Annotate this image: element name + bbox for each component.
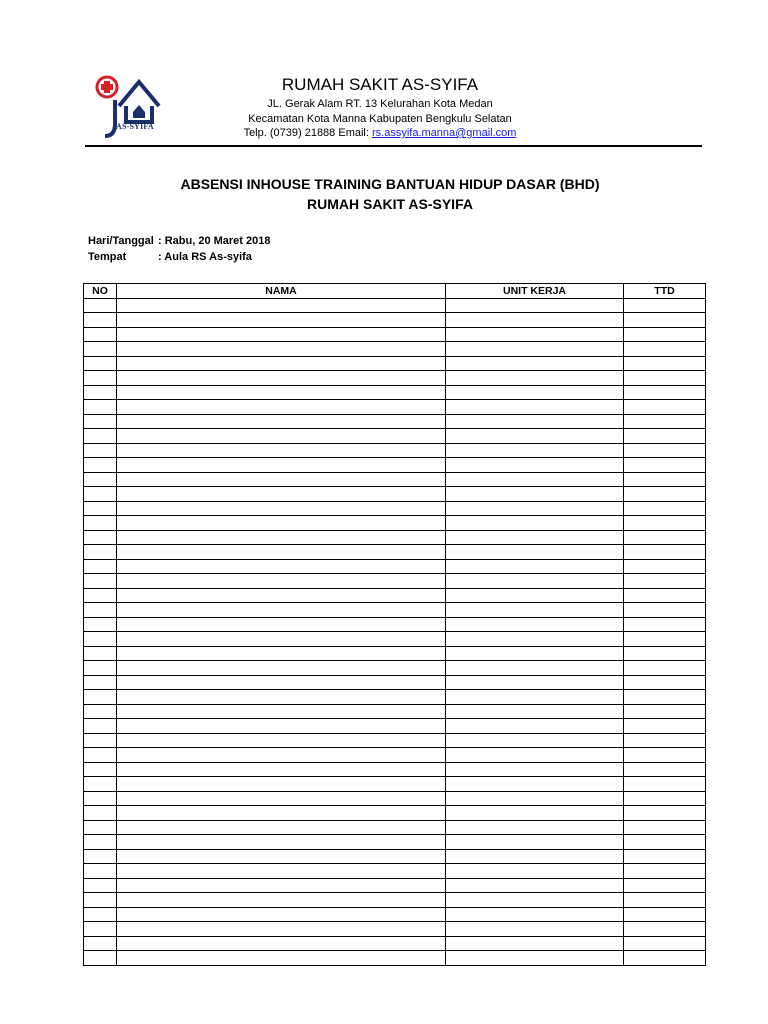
no-cell[interactable] [84, 342, 117, 357]
nama-cell[interactable] [117, 704, 446, 719]
no-cell[interactable] [84, 429, 117, 444]
contact-line [220, 127, 540, 139]
ttd-cell[interactable] [624, 632, 706, 647]
table-row [84, 617, 706, 632]
no-cell[interactable] [84, 400, 117, 415]
date-value: : Rabu, 20 Maret 2018 [158, 235, 271, 247]
nama-cell[interactable] [117, 936, 446, 951]
unit-kerja-cell[interactable] [446, 313, 624, 328]
table-row [84, 907, 706, 922]
unit-kerja-cell[interactable] [446, 704, 624, 719]
ttd-cell[interactable] [624, 327, 706, 342]
table-body [84, 298, 706, 965]
no-cell[interactable] [84, 617, 117, 632]
no-cell[interactable] [84, 443, 117, 458]
nama-cell[interactable] [117, 400, 446, 415]
table-row [84, 313, 706, 328]
date-label: Hari/Tanggal [88, 235, 154, 247]
nama-cell[interactable] [117, 545, 446, 560]
nama-cell[interactable] [117, 530, 446, 545]
table-row [84, 762, 706, 777]
unit-kerja-cell[interactable] [446, 951, 624, 966]
no-cell[interactable] [84, 356, 117, 371]
unit-kerja-cell[interactable] [446, 733, 624, 748]
table-row [84, 574, 706, 589]
no-cell[interactable] [84, 632, 117, 647]
nama-cell[interactable] [117, 588, 446, 603]
nama-cell[interactable] [117, 501, 446, 516]
email-link[interactable]: rs.assyifa.manna@gmail.com [371, 127, 517, 139]
nama-cell[interactable] [117, 922, 446, 937]
no-cell[interactable] [84, 951, 117, 966]
no-cell[interactable] [84, 835, 117, 850]
no-cell[interactable] [84, 385, 117, 400]
nama-cell[interactable] [117, 487, 446, 502]
no-cell[interactable] [84, 791, 117, 806]
ttd-cell[interactable] [624, 922, 706, 937]
table-row [84, 951, 706, 966]
nama-cell[interactable] [117, 820, 446, 835]
table-row [84, 414, 706, 429]
table-row [84, 356, 706, 371]
unit-kerja-cell[interactable] [446, 864, 624, 879]
no-cell[interactable] [84, 762, 117, 777]
table-row [84, 545, 706, 560]
nama-cell[interactable] [117, 907, 446, 922]
col-ttd: TTD [624, 284, 706, 299]
table-row [84, 733, 706, 748]
table-header-row [84, 284, 706, 299]
nama-cell[interactable] [117, 603, 446, 618]
unit-kerja-cell[interactable] [446, 356, 624, 371]
meta-date [88, 235, 271, 247]
table-row [84, 791, 706, 806]
table-row [84, 327, 706, 342]
unit-kerja-cell[interactable] [446, 588, 624, 603]
ttd-cell[interactable] [624, 298, 706, 313]
unit-kerja-cell[interactable] [446, 530, 624, 545]
unit-kerja-cell[interactable] [446, 661, 624, 676]
ttd-cell[interactable] [624, 617, 706, 632]
ttd-cell[interactable] [624, 733, 706, 748]
table-row [84, 371, 706, 386]
table-row [84, 704, 706, 719]
no-cell[interactable] [84, 559, 117, 574]
ttd-cell[interactable] [624, 487, 706, 502]
ttd-cell[interactable] [624, 443, 706, 458]
ttd-cell[interactable] [624, 646, 706, 661]
ttd-cell[interactable] [624, 603, 706, 618]
nama-cell[interactable] [117, 429, 446, 444]
ttd-cell[interactable] [624, 762, 706, 777]
no-cell[interactable] [84, 936, 117, 951]
ttd-cell[interactable] [624, 313, 706, 328]
ttd-cell[interactable] [624, 574, 706, 589]
ttd-cell[interactable] [624, 342, 706, 357]
nama-cell[interactable] [117, 733, 446, 748]
no-cell[interactable] [84, 922, 117, 937]
table-row [84, 443, 706, 458]
ttd-cell[interactable] [624, 791, 706, 806]
no-cell[interactable] [84, 675, 117, 690]
no-cell[interactable] [84, 864, 117, 879]
nama-cell[interactable] [117, 835, 446, 850]
nama-cell[interactable] [117, 617, 446, 632]
table-row [84, 806, 706, 821]
unit-kerja-cell[interactable] [446, 371, 624, 386]
phone-text: Telp. (0739) 21888 Email: [243, 127, 372, 139]
unit-kerja-cell[interactable] [446, 675, 624, 690]
no-cell[interactable] [84, 458, 117, 473]
unit-kerja-cell[interactable] [446, 719, 624, 734]
no-cell[interactable] [84, 501, 117, 516]
table-row [84, 878, 706, 893]
ttd-cell[interactable] [624, 516, 706, 531]
table-row [84, 719, 706, 734]
no-cell[interactable] [84, 646, 117, 661]
no-cell[interactable] [84, 313, 117, 328]
ttd-cell[interactable] [624, 864, 706, 879]
nama-cell[interactable] [117, 719, 446, 734]
ttd-cell[interactable] [624, 675, 706, 690]
unit-kerja-cell[interactable] [446, 791, 624, 806]
ttd-cell[interactable] [624, 414, 706, 429]
unit-kerja-cell[interactable] [446, 429, 624, 444]
table-row [84, 849, 706, 864]
table-row [84, 588, 706, 603]
ttd-cell[interactable] [624, 849, 706, 864]
table-row [84, 458, 706, 473]
col-unit-kerja: UNIT KERJA [446, 284, 624, 299]
ttd-cell[interactable] [624, 690, 706, 705]
table-row [84, 472, 706, 487]
table-row [84, 835, 706, 850]
nama-cell[interactable] [117, 342, 446, 357]
unit-kerja-cell[interactable] [446, 849, 624, 864]
hospital-name: RUMAH SAKIT AS-SYIFA [281, 75, 479, 94]
table-row [84, 893, 706, 908]
nama-cell[interactable] [117, 327, 446, 342]
no-cell[interactable] [84, 298, 117, 313]
nama-cell[interactable] [117, 298, 446, 313]
unit-kerja-cell[interactable] [446, 690, 624, 705]
table-row [84, 936, 706, 951]
address-line-1: JL. Gerak Alam RT. 13 Kelurahan Kota Medan [267, 98, 493, 110]
ttd-cell[interactable] [624, 907, 706, 922]
logo-text: AS-SYIFA [116, 122, 154, 131]
ttd-cell[interactable] [624, 385, 706, 400]
nama-cell[interactable] [117, 414, 446, 429]
unit-kerja-cell[interactable] [446, 835, 624, 850]
ttd-cell[interactable] [624, 545, 706, 560]
unit-kerja-cell[interactable] [446, 487, 624, 502]
table-row [84, 661, 706, 676]
nama-cell[interactable] [117, 574, 446, 589]
unit-kerja-cell[interactable] [446, 922, 624, 937]
document-subtitle: RUMAH SAKIT AS-SYIFA [307, 196, 473, 212]
ttd-cell[interactable] [624, 588, 706, 603]
unit-kerja-cell[interactable] [446, 298, 624, 313]
unit-kerja-cell[interactable] [446, 545, 624, 560]
unit-kerja-cell[interactable] [446, 516, 624, 531]
table-row [84, 820, 706, 835]
table-row [84, 530, 706, 545]
table-row [84, 516, 706, 531]
address-line-2: Kecamatan Kota Manna Kabupaten Bengkulu Selatan [248, 113, 512, 125]
ttd-cell[interactable] [624, 704, 706, 719]
col-nama: NAMA [117, 284, 446, 299]
table-row [84, 400, 706, 415]
no-cell[interactable] [84, 487, 117, 502]
table-row [84, 429, 706, 444]
unit-kerja-cell[interactable] [446, 878, 624, 893]
no-cell[interactable] [84, 893, 117, 908]
table-row [84, 864, 706, 879]
no-cell[interactable] [84, 690, 117, 705]
unit-kerja-cell[interactable] [446, 458, 624, 473]
ttd-cell[interactable] [624, 820, 706, 835]
nama-cell[interactable] [117, 893, 446, 908]
no-cell[interactable] [84, 907, 117, 922]
unit-kerja-cell[interactable] [446, 501, 624, 516]
ttd-cell[interactable] [624, 835, 706, 850]
unit-kerja-cell[interactable] [446, 617, 624, 632]
table-row [84, 675, 706, 690]
no-cell[interactable] [84, 516, 117, 531]
ttd-cell[interactable] [624, 429, 706, 444]
nama-cell[interactable] [117, 458, 446, 473]
table-row [84, 501, 706, 516]
ttd-cell[interactable] [624, 458, 706, 473]
ttd-cell[interactable] [624, 472, 706, 487]
ttd-cell[interactable] [624, 371, 706, 386]
no-cell[interactable] [84, 849, 117, 864]
no-cell[interactable] [84, 777, 117, 792]
unit-kerja-cell[interactable] [446, 327, 624, 342]
table-row [84, 632, 706, 647]
unit-kerja-cell[interactable] [446, 603, 624, 618]
ttd-cell[interactable] [624, 936, 706, 951]
unit-kerja-cell[interactable] [446, 414, 624, 429]
nama-cell[interactable] [117, 791, 446, 806]
table-row [84, 748, 706, 763]
nama-cell[interactable] [117, 849, 446, 864]
nama-cell[interactable] [117, 632, 446, 647]
no-cell[interactable] [84, 574, 117, 589]
nama-cell[interactable] [117, 690, 446, 705]
nama-cell[interactable] [117, 371, 446, 386]
no-cell[interactable] [84, 806, 117, 821]
nama-cell[interactable] [117, 762, 446, 777]
ttd-cell[interactable] [624, 878, 706, 893]
unit-kerja-cell[interactable] [446, 777, 624, 792]
table-row [84, 298, 706, 313]
nama-cell[interactable] [117, 878, 446, 893]
table-row [84, 646, 706, 661]
col-no: NO [84, 284, 117, 299]
no-cell[interactable] [84, 545, 117, 560]
unit-kerja-cell[interactable] [446, 632, 624, 647]
unit-kerja-cell[interactable] [446, 893, 624, 908]
nama-cell[interactable] [117, 646, 446, 661]
nama-cell[interactable] [117, 777, 446, 792]
meta-place [88, 251, 252, 263]
unit-kerja-cell[interactable] [446, 762, 624, 777]
unit-kerja-cell[interactable] [446, 646, 624, 661]
no-cell[interactable] [84, 733, 117, 748]
no-cell[interactable] [84, 327, 117, 342]
no-cell[interactable] [84, 704, 117, 719]
ttd-cell[interactable] [624, 530, 706, 545]
no-cell[interactable] [84, 878, 117, 893]
table-row [84, 487, 706, 502]
unit-kerja-cell[interactable] [446, 748, 624, 763]
document-title: ABSENSI INHOUSE TRAINING BANTUAN HIDUP DASAR (BHD) [180, 176, 600, 192]
no-cell[interactable] [84, 748, 117, 763]
no-cell[interactable] [84, 719, 117, 734]
ttd-cell[interactable] [624, 559, 706, 574]
nama-cell[interactable] [117, 385, 446, 400]
place-label: Tempat [88, 251, 127, 263]
nama-cell[interactable] [117, 951, 446, 966]
nama-cell[interactable] [117, 516, 446, 531]
ttd-cell[interactable] [624, 777, 706, 792]
unit-kerja-cell[interactable] [446, 443, 624, 458]
unit-kerja-cell[interactable] [446, 907, 624, 922]
no-cell[interactable] [84, 603, 117, 618]
unit-kerja-cell[interactable] [446, 574, 624, 589]
nama-cell[interactable] [117, 313, 446, 328]
place-value: : Aula RS As-syifa [158, 251, 252, 263]
attendance-table [83, 283, 706, 966]
no-cell[interactable] [84, 588, 117, 603]
table-row [84, 690, 706, 705]
unit-kerja-cell[interactable] [446, 559, 624, 574]
unit-kerja-cell[interactable] [446, 806, 624, 821]
nama-cell[interactable] [117, 748, 446, 763]
no-cell[interactable] [84, 371, 117, 386]
ttd-cell[interactable] [624, 893, 706, 908]
ttd-cell[interactable] [624, 951, 706, 966]
table-row [84, 922, 706, 937]
no-cell[interactable] [84, 661, 117, 676]
nama-cell[interactable] [117, 443, 446, 458]
no-cell[interactable] [84, 530, 117, 545]
unit-kerja-cell[interactable] [446, 472, 624, 487]
nama-cell[interactable] [117, 806, 446, 821]
ttd-cell[interactable] [624, 400, 706, 415]
table-row [84, 777, 706, 792]
nama-cell[interactable] [117, 559, 446, 574]
unit-kerja-cell[interactable] [446, 385, 624, 400]
unit-kerja-cell[interactable] [446, 342, 624, 357]
ttd-cell[interactable] [624, 501, 706, 516]
table-row [84, 559, 706, 574]
no-cell[interactable] [84, 414, 117, 429]
ttd-cell[interactable] [624, 748, 706, 763]
unit-kerja-cell[interactable] [446, 820, 624, 835]
nama-cell[interactable] [117, 356, 446, 371]
header-divider [85, 145, 702, 147]
table-row [84, 385, 706, 400]
unit-kerja-cell[interactable] [446, 400, 624, 415]
ttd-cell[interactable] [624, 806, 706, 821]
table-row [84, 603, 706, 618]
nama-cell[interactable] [117, 675, 446, 690]
ttd-cell[interactable] [624, 661, 706, 676]
no-cell[interactable] [84, 820, 117, 835]
nama-cell[interactable] [117, 864, 446, 879]
nama-cell[interactable] [117, 472, 446, 487]
table-row [84, 342, 706, 357]
unit-kerja-cell[interactable] [446, 936, 624, 951]
ttd-cell[interactable] [624, 356, 706, 371]
hospital-logo-icon [93, 72, 163, 142]
ttd-cell[interactable] [624, 719, 706, 734]
no-cell[interactable] [84, 472, 117, 487]
nama-cell[interactable] [117, 661, 446, 676]
